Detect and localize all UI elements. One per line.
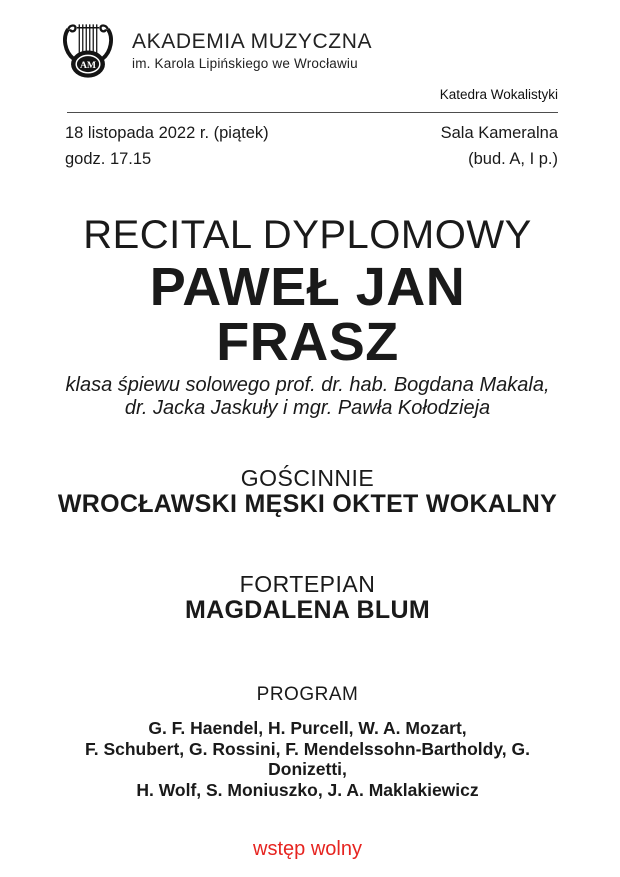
program-composers-line: H. Wolf, S. Moniuszko, J. A. Maklakiewicz	[136, 779, 479, 800]
event-time: godz. 17.15	[65, 150, 152, 168]
department-name: Katedra Wokalistyki	[439, 87, 558, 102]
guest-label: GOŚCINNIE	[240, 465, 375, 491]
class-info-line1: klasa śpiewu solowego prof. dr. hab. Bogdana Makala,	[65, 374, 550, 396]
program-composers-line: G. F. Haendel, H. Purcell, W. A. Mozart,	[148, 718, 467, 738]
event-venue	[441, 120, 558, 172]
academy-subtitle: im. Karola Lipińskiego we Wrocławiu	[132, 56, 358, 72]
logo-monogram: AM	[79, 59, 97, 71]
program-label: PROGRAM	[256, 684, 359, 705]
academy-name: AKADEMIA MUZYCZNA	[132, 30, 373, 54]
performer-name-line2: FRASZ	[216, 312, 399, 372]
academy-header	[57, 20, 558, 82]
pianist-name: MAGDALENA BLUM	[185, 596, 430, 624]
guest-ensemble-name: WROCŁAWSKI MĘSKI OKTET WOKALNY	[57, 490, 558, 518]
academy-name-block	[132, 30, 372, 72]
event-date-time	[57, 120, 269, 172]
piano-section	[57, 571, 558, 624]
event-info	[57, 120, 558, 172]
admission-note: wstęp wolny	[253, 838, 362, 860]
guest-section	[57, 465, 558, 518]
performer-name	[57, 257, 558, 372]
program-composers-line: F. Schubert, G. Rossini, F. Mendelssohn-Bartholdy, G. Donizetti,	[84, 738, 530, 779]
class-info	[57, 374, 558, 420]
venue-detail: (bud. A, I p.)	[468, 150, 558, 168]
performer-name-line1: PAWEŁ JAN	[149, 257, 466, 317]
lyre-logo-icon	[57, 20, 119, 82]
venue-name: Sala Kameralna	[440, 124, 558, 142]
class-info-line2: dr. Jacka Jaskuły i mgr. Pawła Kołodzieja	[124, 397, 491, 419]
piano-label: FORTEPIAN	[239, 571, 376, 597]
header-divider	[67, 112, 558, 113]
recital-title: RECITAL DYPLOMOWY	[83, 213, 532, 257]
program-composers	[57, 718, 558, 800]
event-date: 18 listopada 2022 r. (piątek)	[65, 124, 269, 142]
